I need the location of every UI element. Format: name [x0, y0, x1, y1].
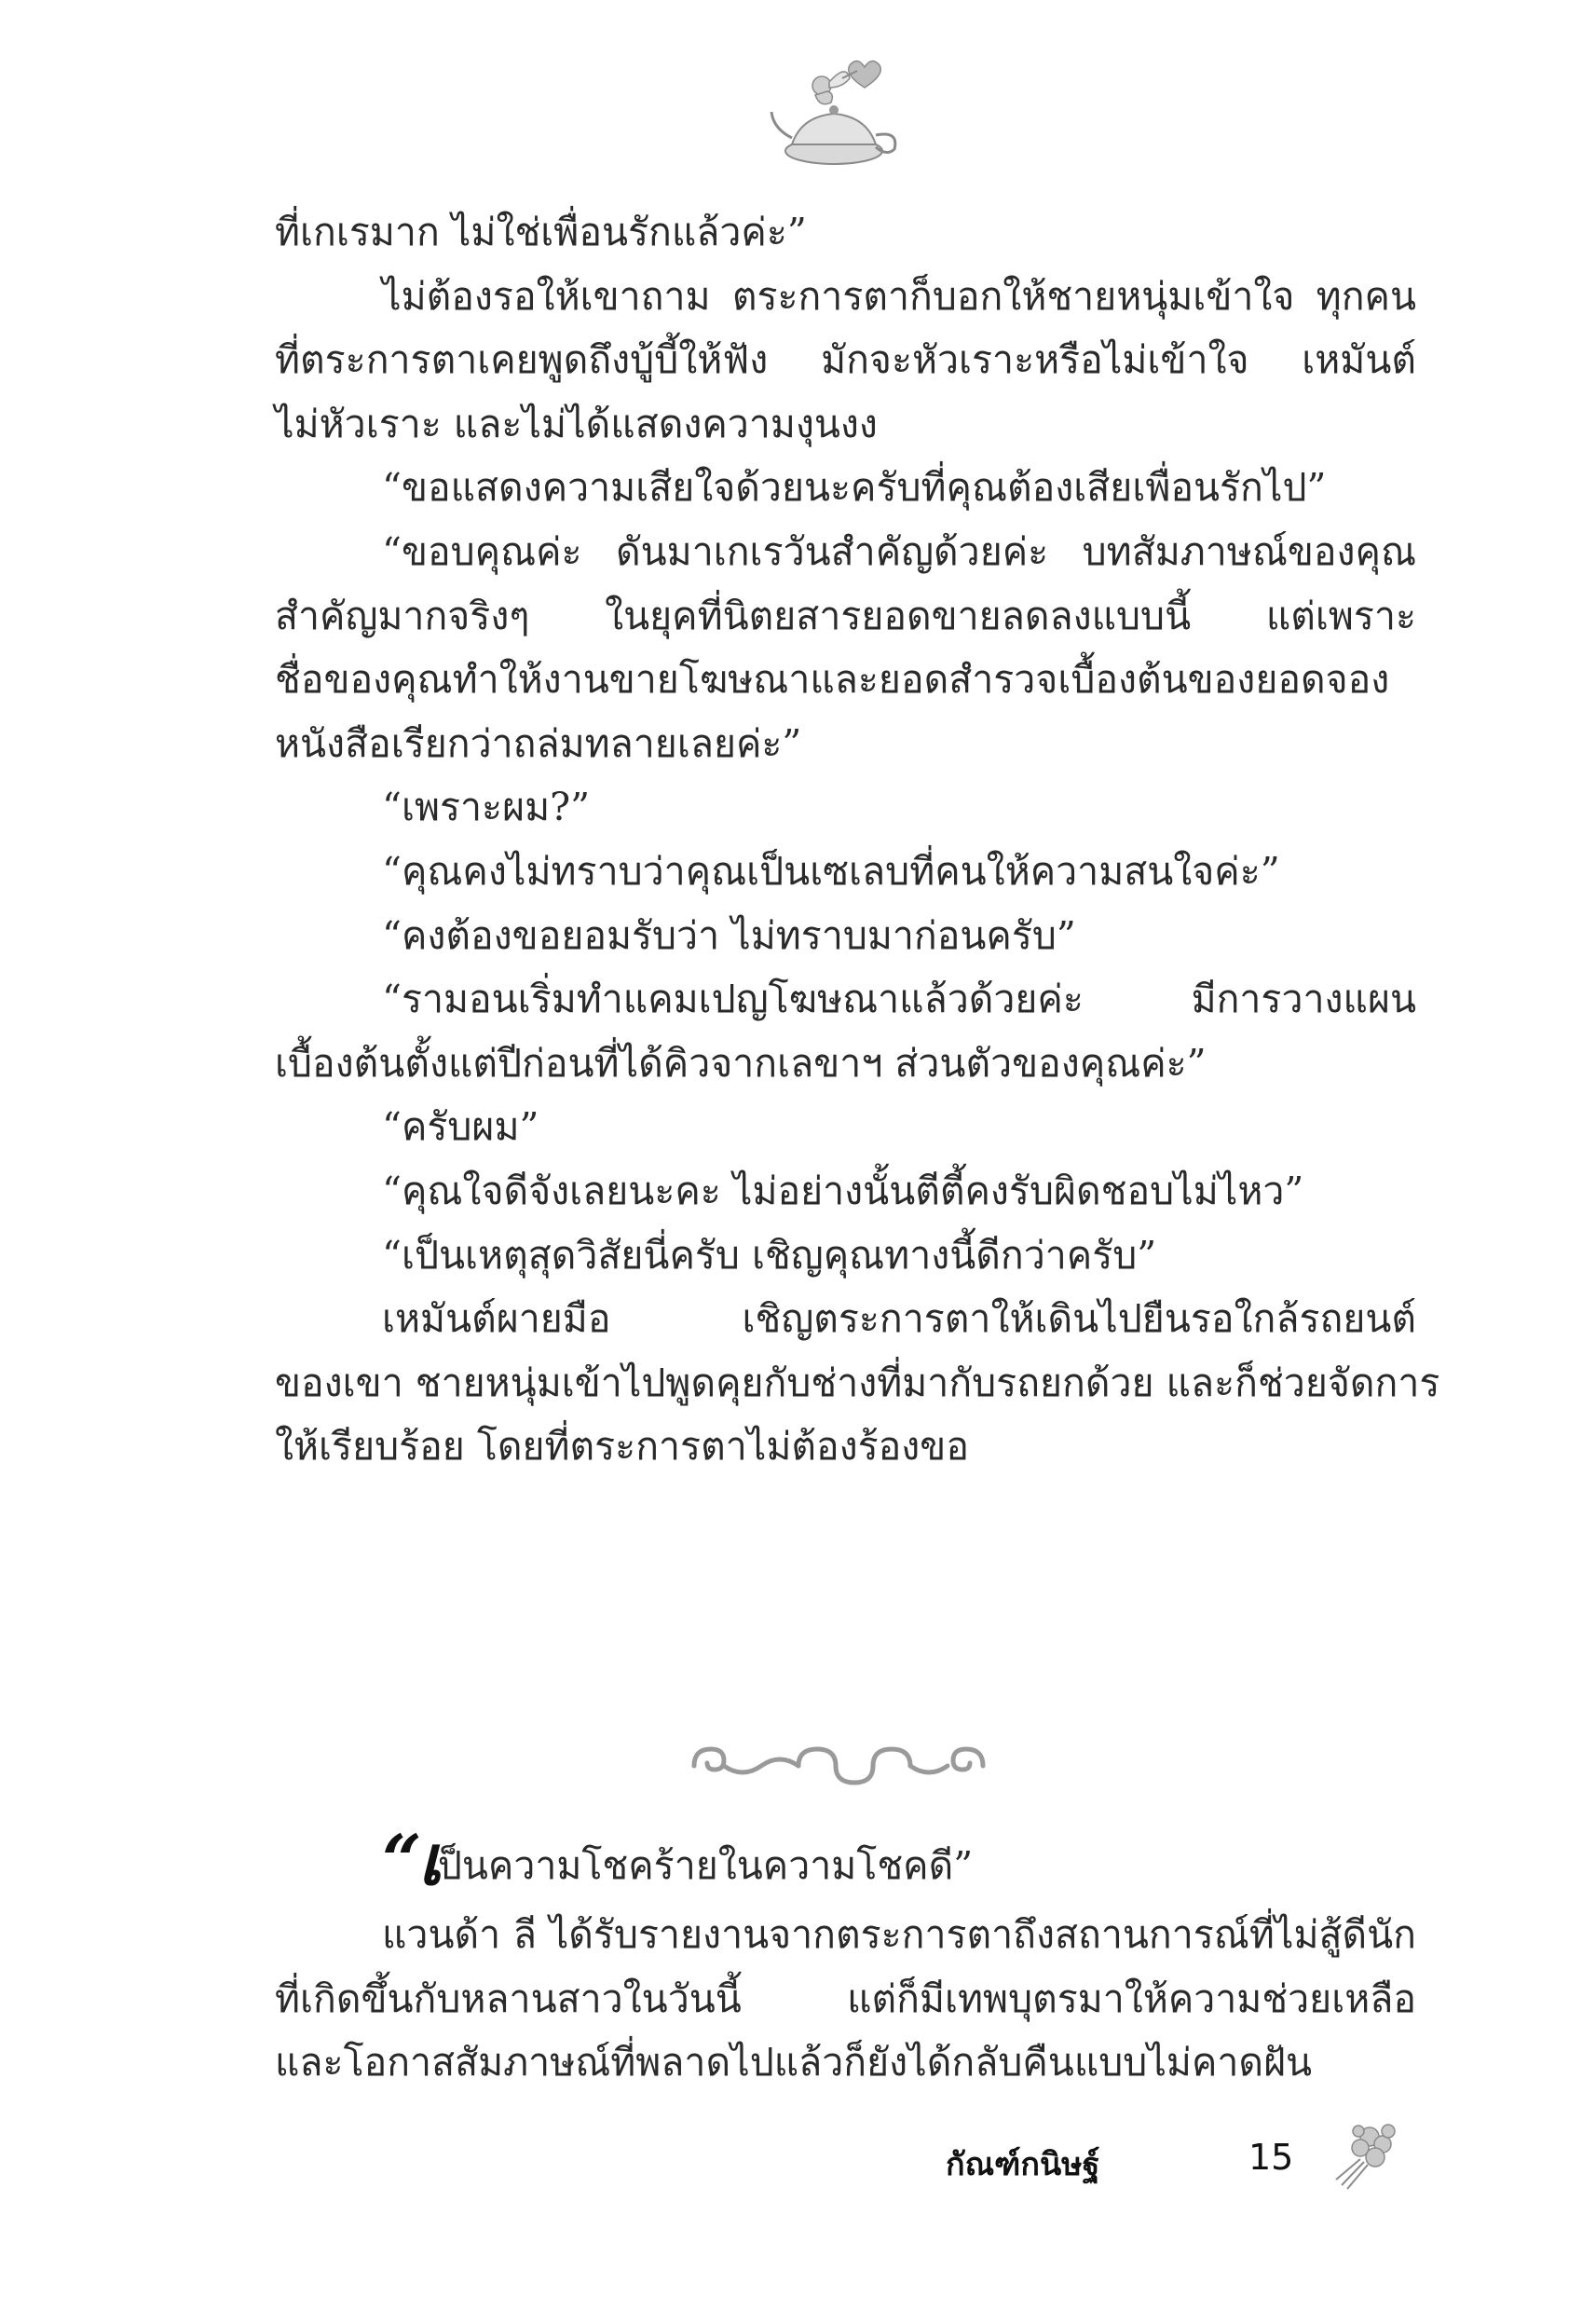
text-line: หนังสือเรียกว่าถล่มทลายเลยค่ะ” [275, 720, 802, 766]
text-line: และโอกาสสัมภาษณ์ที่พลาดไปแล้วก็ยังได้กลับคืนแบบไม่คาดฝัน [275, 2040, 1313, 2085]
text-line: ชื่อของคุณทำให้งานขายโฆษณาและยอดสำรวจเบื้องต้นของยอดจอง [275, 657, 1390, 703]
drop-cap: “เ [382, 1821, 438, 1901]
text-line: “เพราะผม?” [382, 785, 591, 830]
section-two [275, 1821, 1416, 2095]
text-line: ให้เรียบร้อย โดยที่ตระการตาไม่ต้องร้องขอ [275, 1424, 969, 1470]
flower-bouquet-icon [1323, 2111, 1407, 2195]
body-text [275, 200, 1440, 1479]
text-line: แวนด้า ลี ได้รับรายงานจากตระการตาถึงสถานการณ์ที่ไม่สู้ดีนัก [382, 1912, 1416, 1957]
text-line: “ครับผม” [382, 1104, 539, 1150]
text-line: ที่เกเรมาก ไม่ใช่เพื่อนรักแล้วค่ะ” [275, 210, 807, 254]
section-opening-line [275, 1821, 1416, 1903]
text-line: ไม่หัวเราะ และไม่ได้แสดงความงุนงง [275, 401, 878, 446]
text-line: ที่ตระการตาเคยพูดถึงบู้บี้ให้ฟัง มักจะหัวเราะหรือไม่เข้าใจ เหมันต์ [275, 337, 1416, 383]
text-line: “รามอนเริ่มทำแคมเปญโฆษณาแล้วด้วยค่ะ มีการวางแผน [382, 977, 1416, 1022]
scroll-divider-icon [685, 1738, 992, 1794]
text-line: ไม่ต้องรอให้เขาถาม ตระการตาก็บอกให้ชายหนุ่มเข้าใจ ทุกคน [382, 273, 1416, 319]
text-line: “คุณคงไม่ทราบว่าคุณเป็นเซเลบที่คนให้ความสนใจค่ะ” [382, 848, 1280, 894]
text-line: “ขอบคุณค่ะ ดันมาเกเรวันสำคัญด้วยค่ะ บทสัมภาษณ์ของคุณ [382, 528, 1416, 574]
cupid-teapot-icon [764, 47, 904, 177]
opening-line-text: ป็นความโชคร้ายในความโชคดี” [437, 1843, 974, 1888]
text-line: “เป็นเหตุสุดวิสัยนี่ครับ เชิญคุณทางนี้ดีกว่าครับ” [382, 1232, 1157, 1278]
text-line: “คงต้องขอยอมรับว่า ไม่ทราบมาก่อนครับ” [382, 912, 1076, 958]
text-line: “คุณใจดีจังเลยนะคะ ไม่อย่างนั้นตีตี้คงรับผิดชอบไม่ไหว” [382, 1168, 1304, 1213]
text-line: ของเขา ชายหนุ่มเข้าไปพูดคุยกับช่างที่มากับรถยกด้วย และก็ช่วยจัดการ [275, 1360, 1440, 1405]
text-line: ที่เกิดขึ้นกับหลานสาวในวันนี้ แต่ก็มีเทพบุตรมาให้ความช่วยเหลือ [275, 1976, 1416, 2021]
text-line: “ขอแสดงความเสียใจด้วยนะครับที่คุณต้องเสียเพื่อนรักไป” [382, 465, 1327, 511]
page-number: 15 [1248, 2137, 1294, 2178]
text-line: เหมันต์ผายมือ เชิญตระการตาให้เดินไปยืนรอใกล้รถยนต์ [382, 1296, 1416, 1342]
text-line: เบื้องต้นตั้งแต่ปีก่อนที่ได้คิวจากเลขาฯ ส่วนตัวของคุณค่ะ” [275, 1040, 1207, 1086]
book-title: กัณฑ์กนิษฐ์ [946, 2146, 1100, 2183]
text-line: สำคัญมากจริงๆ ในยุคที่นิตยสารยอดขายลดลงแบบนี้ แต่เพราะ [275, 593, 1416, 638]
